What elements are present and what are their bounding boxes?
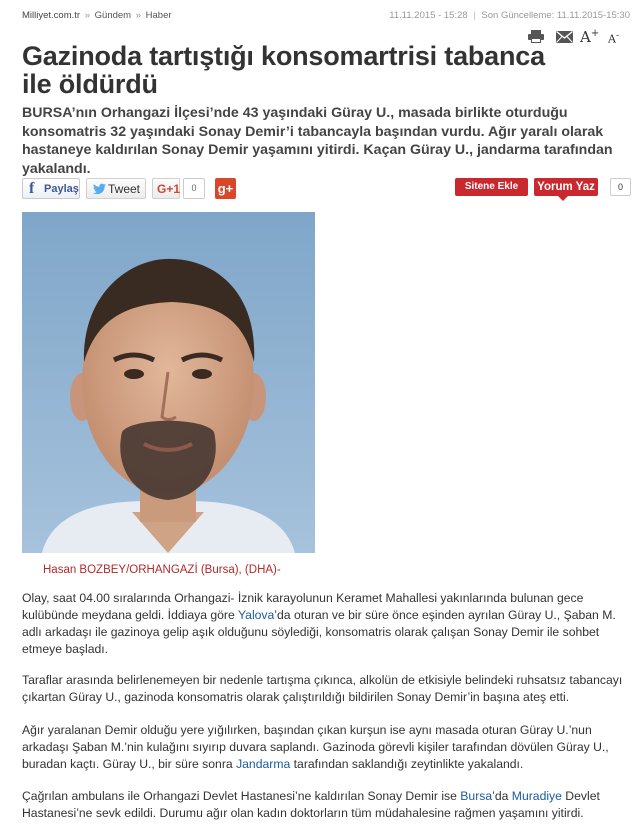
share-bar <box>22 178 632 200</box>
google-plus-share-icon[interactable]: g+ <box>215 178 236 199</box>
breadcrumb-page-link[interactable]: Haber <box>145 10 172 21</box>
google-plus-one-label: G+1 <box>157 182 181 196</box>
font-decrease-button[interactable] <box>608 31 619 49</box>
breadcrumb <box>22 10 172 21</box>
yalova-link[interactable]: Yalova <box>237 608 275 622</box>
photo-caption: Hasan BOZBEY/ORHANGAZİ (Bursa), (DHA)- <box>43 564 281 576</box>
paragraph-text: Olay, saat 04.00 sıralarında Orhangazi- İznik karayolunun Keramet Mahallesi yakınlarında bulunan gece kulübünde meydana geldi. İddiaya göre <box>22 591 584 622</box>
paragraph-text: Çağrılan ambulans ile Orhangazi Devlet Hastanesi’ne kaldırılan Sonay Demir ise <box>22 789 461 803</box>
breadcrumb-separator: » <box>84 10 90 21</box>
facebook-share-button[interactable] <box>22 178 80 199</box>
font-increase-button[interactable] <box>580 28 599 46</box>
add-to-site-button[interactable]: Sitene Ekle <box>455 178 528 196</box>
comment-count: 0 <box>610 178 631 196</box>
article-lead: BURSA’nın Orhangazi İlçesi’nde 43 yaşındaki Güray U., masada birlikte oturduğu konsomatris 32 yaşındaki Sonay Demir’i tabancayla başından vurdu. Ağır yaralı olarak hastaneye kaldırılan Sonay Demir yaşamını yitirdi. Kaçan Güray U., jandarma tarafından yakalandı. <box>22 105 613 177</box>
font-decrease-sign: - <box>615 31 619 41</box>
jandarma-link[interactable]: Jandarma <box>236 757 291 771</box>
article-paragraph <box>22 788 632 822</box>
font-increase-sign: + <box>590 28 600 39</box>
facebook-icon: f <box>29 180 35 197</box>
article-paragraph <box>22 722 632 773</box>
google-plus-count: 0 <box>183 178 205 199</box>
twitter-bird-icon <box>93 183 106 195</box>
font-increase-letter: A <box>580 28 591 46</box>
paragraph-text: Devlet Hastanesi’ne sevk edildi. Durumu ağır olan kadın doktorların tüm müdahalesine rağmen yaşamını yitirdi. <box>22 789 600 820</box>
paragraph-text: ’da <box>492 789 512 803</box>
published-date: 11.11.2015 - 15:28 <box>389 10 468 21</box>
top-bar <box>22 8 630 24</box>
article-dates <box>389 10 630 21</box>
article-paragraph: Taraflar arasında belirlenemeyen bir nedenle tartışma çıkınca, alkolün de etkisiyle belindeki ruhsatsız tabancayı çıkartan Güray U., gazinoda konsomatris olarak çalıştırıldığı bildirilen Sonay Demir’in başına ateş etti. <box>22 673 623 704</box>
breadcrumb-separator: » <box>135 10 142 21</box>
paragraph-text: Ağır yaralanan Demir olduğu yere yığılırken, başından çıkan kurşun ise aynı masada oturan Güray U.’nun arkadaşı Şaban M.’nin kulağını sıyırıp duvara saplandı. Gazinoda görevli kişiler tarafından dövülen Güray U., buradan kaçtı. Güray U., bir süre sonra <box>22 723 609 771</box>
breadcrumb-section-link[interactable]: Gündem <box>94 10 132 21</box>
paragraph-text: ’da oturan ve bir süre önce eşinden ayrılan Güray U., Şaban M. adlı arkadaşı ile gazinoya gelip aşık olduğunu söylediği, konsomatris olarak çalışan Sonay Demir ile sohbet etmeye başladı. <box>22 608 616 656</box>
updated-label: Son Güncelleme: <box>481 10 555 21</box>
font-decrease-letter: A <box>608 32 616 46</box>
updated-date: 11.11.2015-15:30 <box>556 10 630 21</box>
breadcrumb-site-link[interactable]: Milliyet.com.tr <box>22 10 81 21</box>
paragraph-text: tarafından saklandığı zeytinlikte yakalandı. <box>290 757 524 771</box>
bursa-link[interactable]: Bursa <box>460 789 493 803</box>
twitter-tweet-button[interactable] <box>86 178 146 199</box>
article-title: Gazinoda tartıştığı konsomartrisi tabanca ile öldürdü <box>22 41 545 99</box>
twitter-tweet-label: Tweet <box>108 182 141 196</box>
article-photo <box>22 212 315 553</box>
muradiye-link[interactable]: Muradiye <box>511 789 562 803</box>
facebook-share-label: Paylaş <box>44 183 79 195</box>
write-comment-button[interactable]: Yorum Yaz <box>534 178 598 196</box>
google-plus-one-button[interactable] <box>152 178 180 199</box>
article-paragraph <box>22 590 632 658</box>
date-divider: | <box>473 10 476 21</box>
